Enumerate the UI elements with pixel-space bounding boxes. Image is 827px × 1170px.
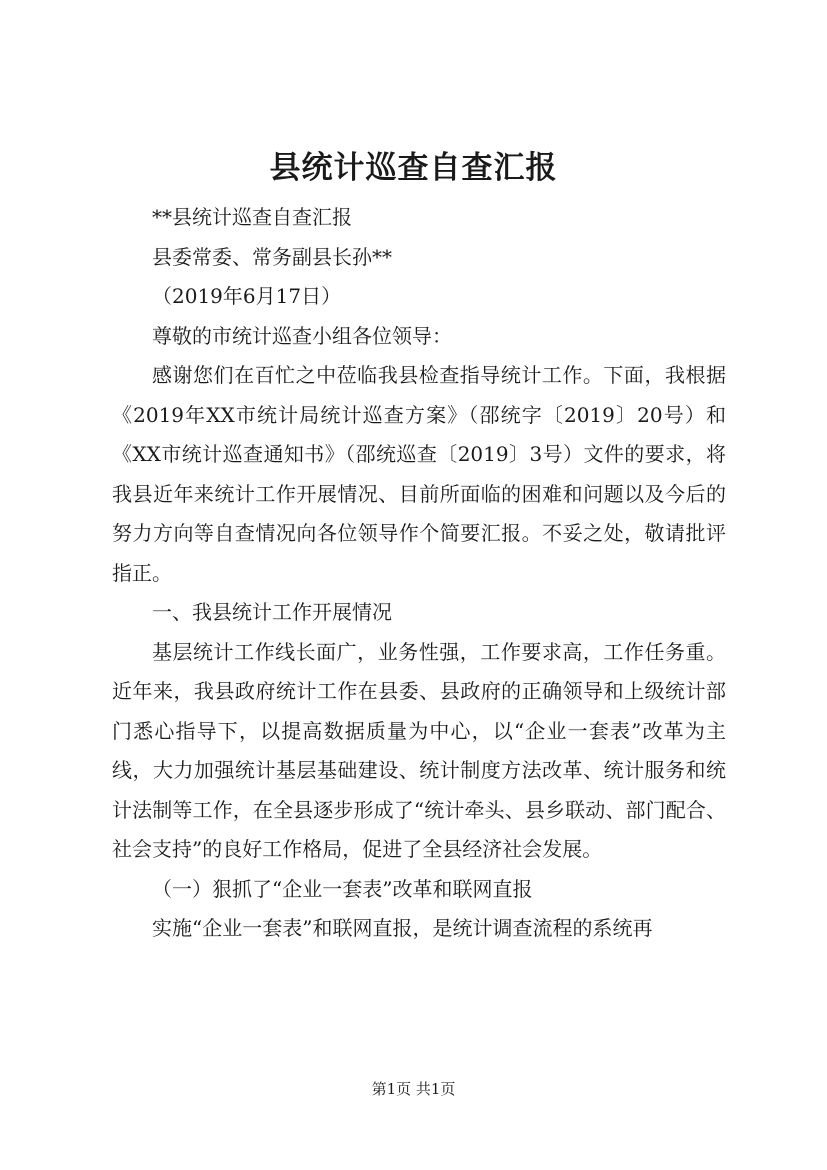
salutation: 尊敬的市统计巡查小组各位领导： <box>152 323 452 348</box>
report-date: （2019年6月17日） <box>152 284 342 308</box>
subsection-1-paragraph: 实施“企业一套表”和联网直报，是统计调查流程的系统再 <box>152 916 653 940</box>
page-footer: 第1页 共1页 <box>371 1080 456 1098</box>
report-subtitle: **县统计巡查自查汇报 <box>152 205 352 229</box>
intro-paragraph: 感谢您们在百忙之中莅临我县检查指导统计工作。下面，我根据《2019年XX市统计局统计巡查方案》（邵统字〔2019〕20号）和《XX市统计巡查通知书》（邵统巡查〔2019〕3号）文件的要求，将我县近年来统计工作开展情况、目前所面临的困难和问题以及今后的努力方向等自查情况向各位领导作个简要汇报。不妥之处，敬请批评指正。 <box>112 363 726 585</box>
section-1-paragraph: 基层统计工作线长面广，业务性强，工作要求高，工作任务重。近年来，我县政府统计工作在县委、县政府的正确领导和上级统计部门悉心指导下，以提高数据质量为中心，以“企业一套表”改革为主线，大力加强统计基层基础建设、统计制度方法改革、统计服务和统计法制等工作，在全县逐步形成了“统计牵头、县乡联动、部门配合、社会支持”的良好工作格局，促进了全县经济社会发展。 <box>112 639 726 861</box>
document-title: 县统计巡查自查汇报 <box>269 150 558 186</box>
reporter-line: 县委常委、常务副县长孙** <box>152 244 392 269</box>
section-heading-1: 一、我县统计工作开展情况 <box>152 600 392 624</box>
subsection-heading-1: （一）狠抓了“企业一套表”改革和联网直报 <box>152 876 533 901</box>
document-body <box>112 198 726 949</box>
